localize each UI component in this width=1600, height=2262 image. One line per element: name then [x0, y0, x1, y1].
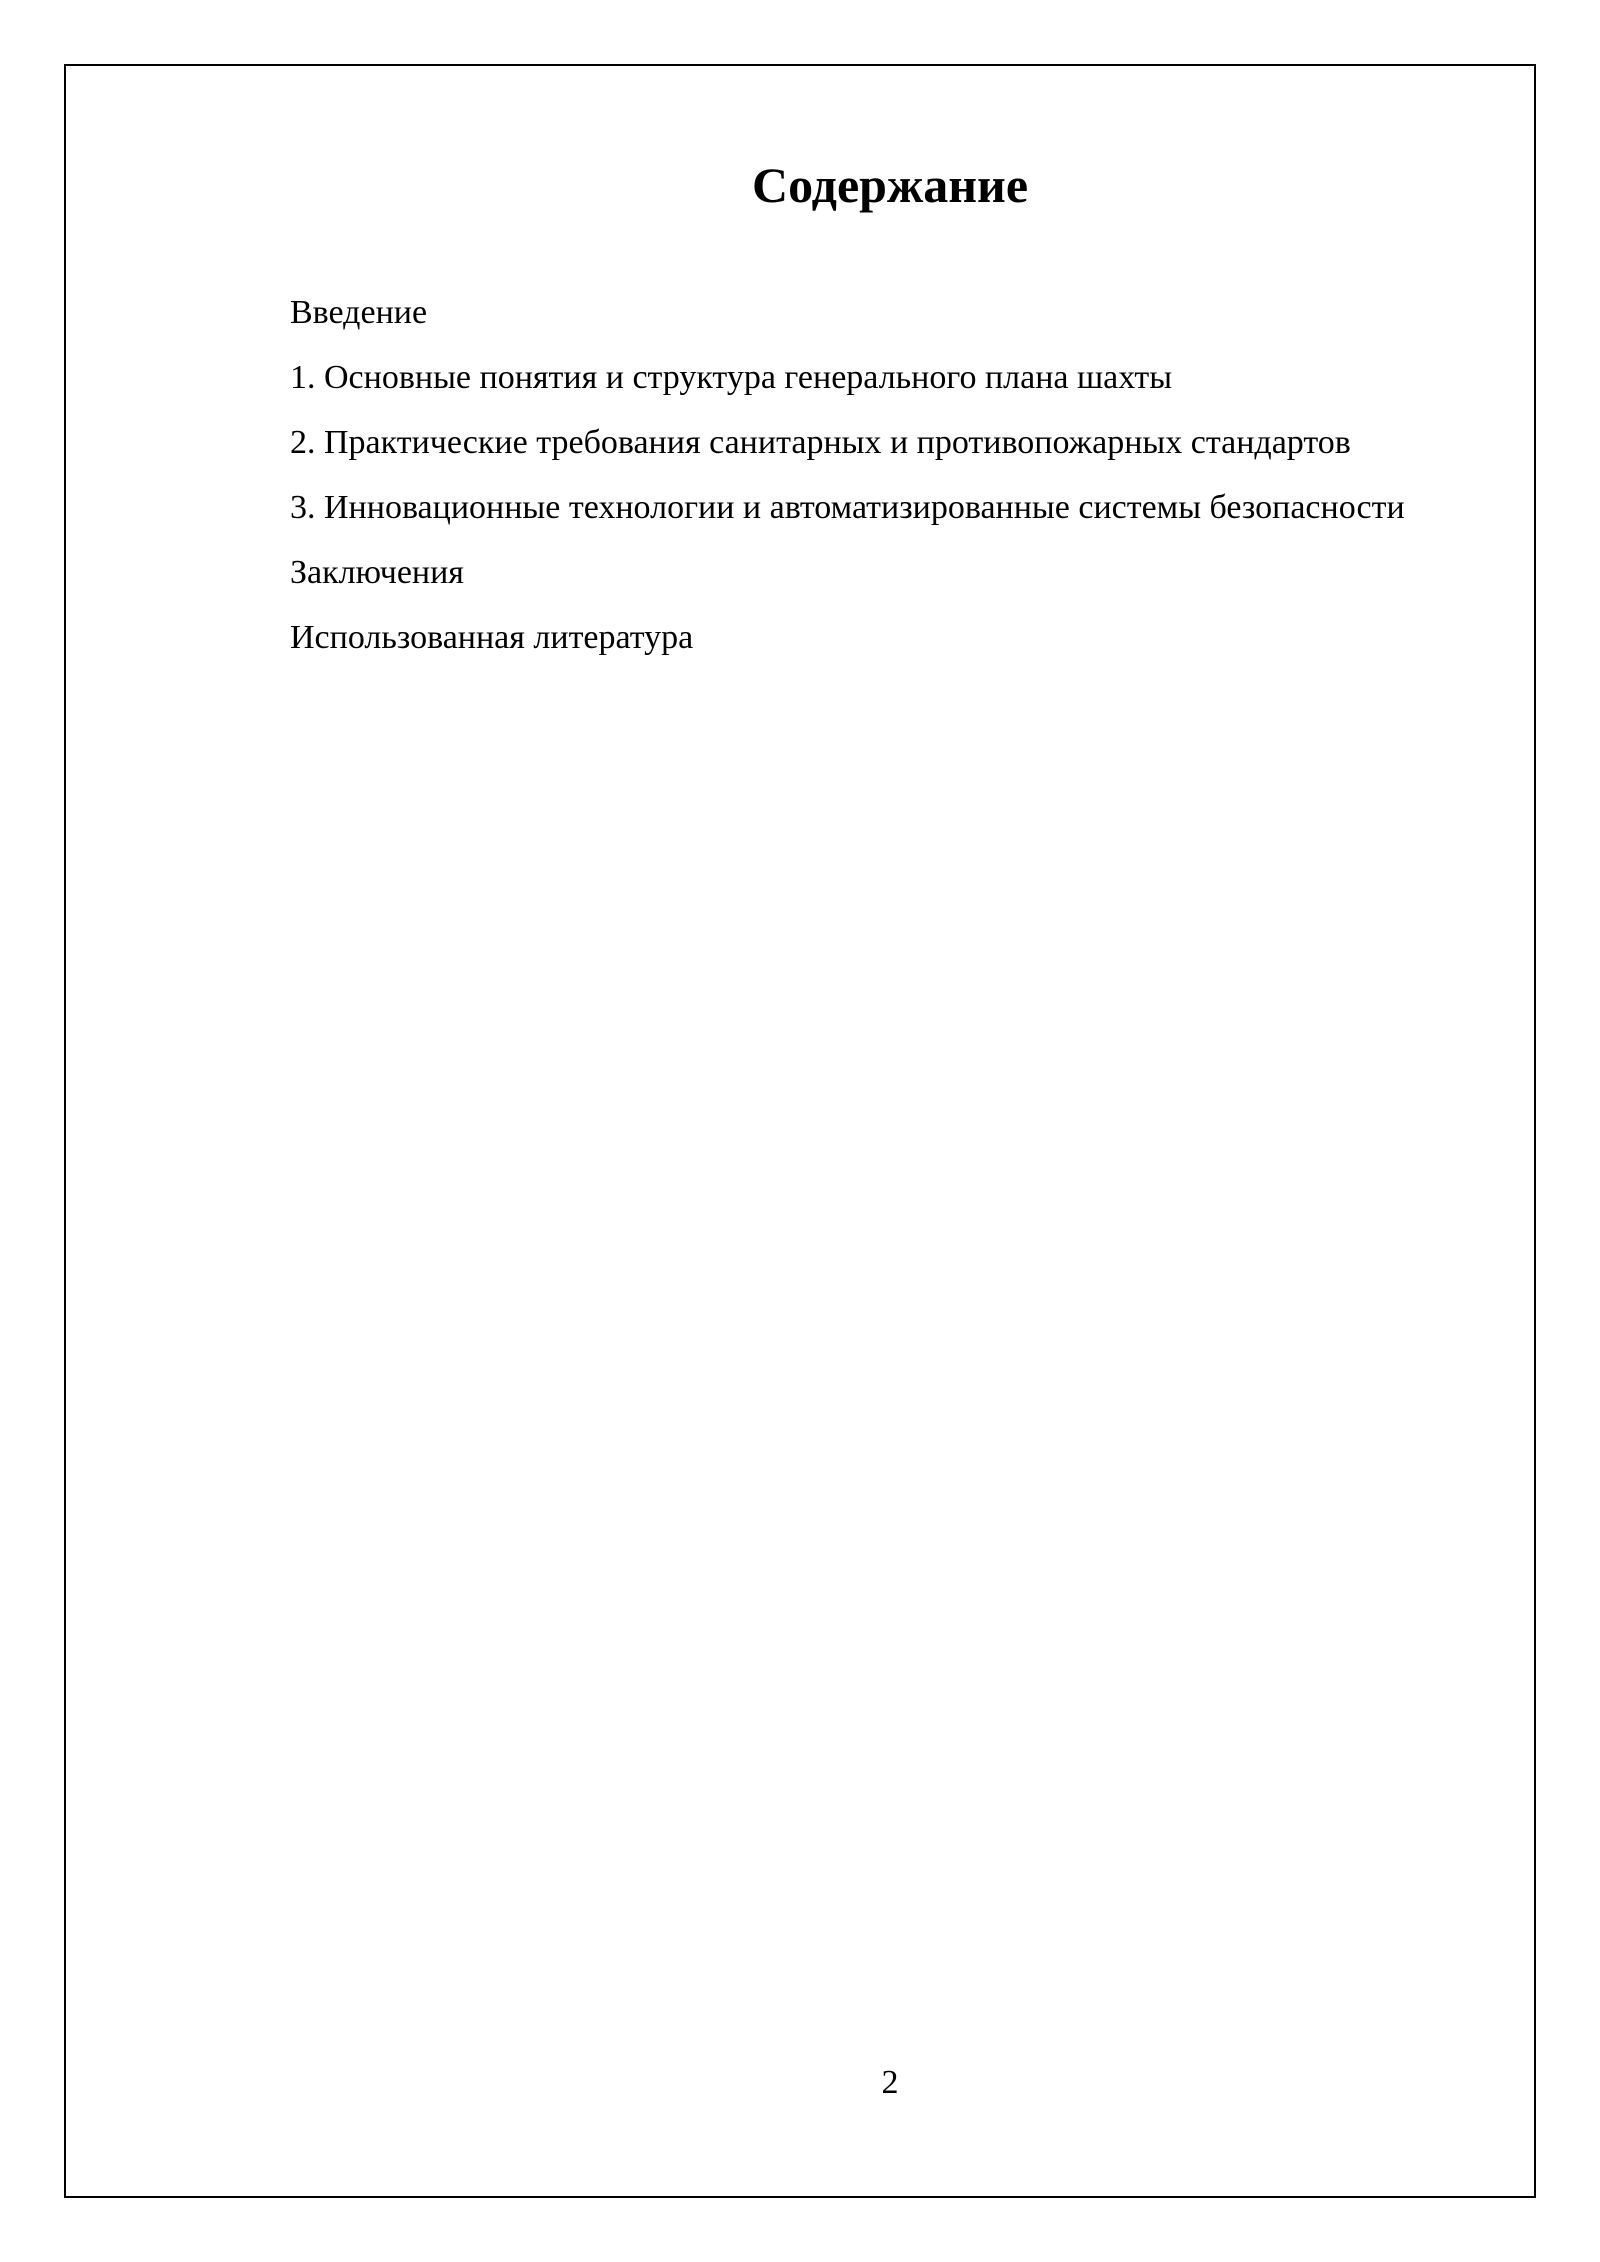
page-number: 2	[881, 2064, 899, 2101]
toc-item-chapter-3: 3. Инновационные технологии и автоматизированные системы безопасности	[290, 489, 1405, 526]
toc-item-references: Использованная литература	[290, 619, 694, 656]
toc-item-chapter-1: 1. Основные понятия и структура генерального плана шахты	[290, 359, 1173, 396]
toc-item-conclusion: Заключения	[290, 554, 464, 591]
toc-item-chapter-2: 2. Практические требования санитарных и противопожарных стандартов	[290, 424, 1351, 461]
table-of-contents	[228, 280, 1488, 670]
page-title: Содержание	[751, 157, 1029, 213]
toc-item-introduction: Введение	[290, 294, 428, 331]
